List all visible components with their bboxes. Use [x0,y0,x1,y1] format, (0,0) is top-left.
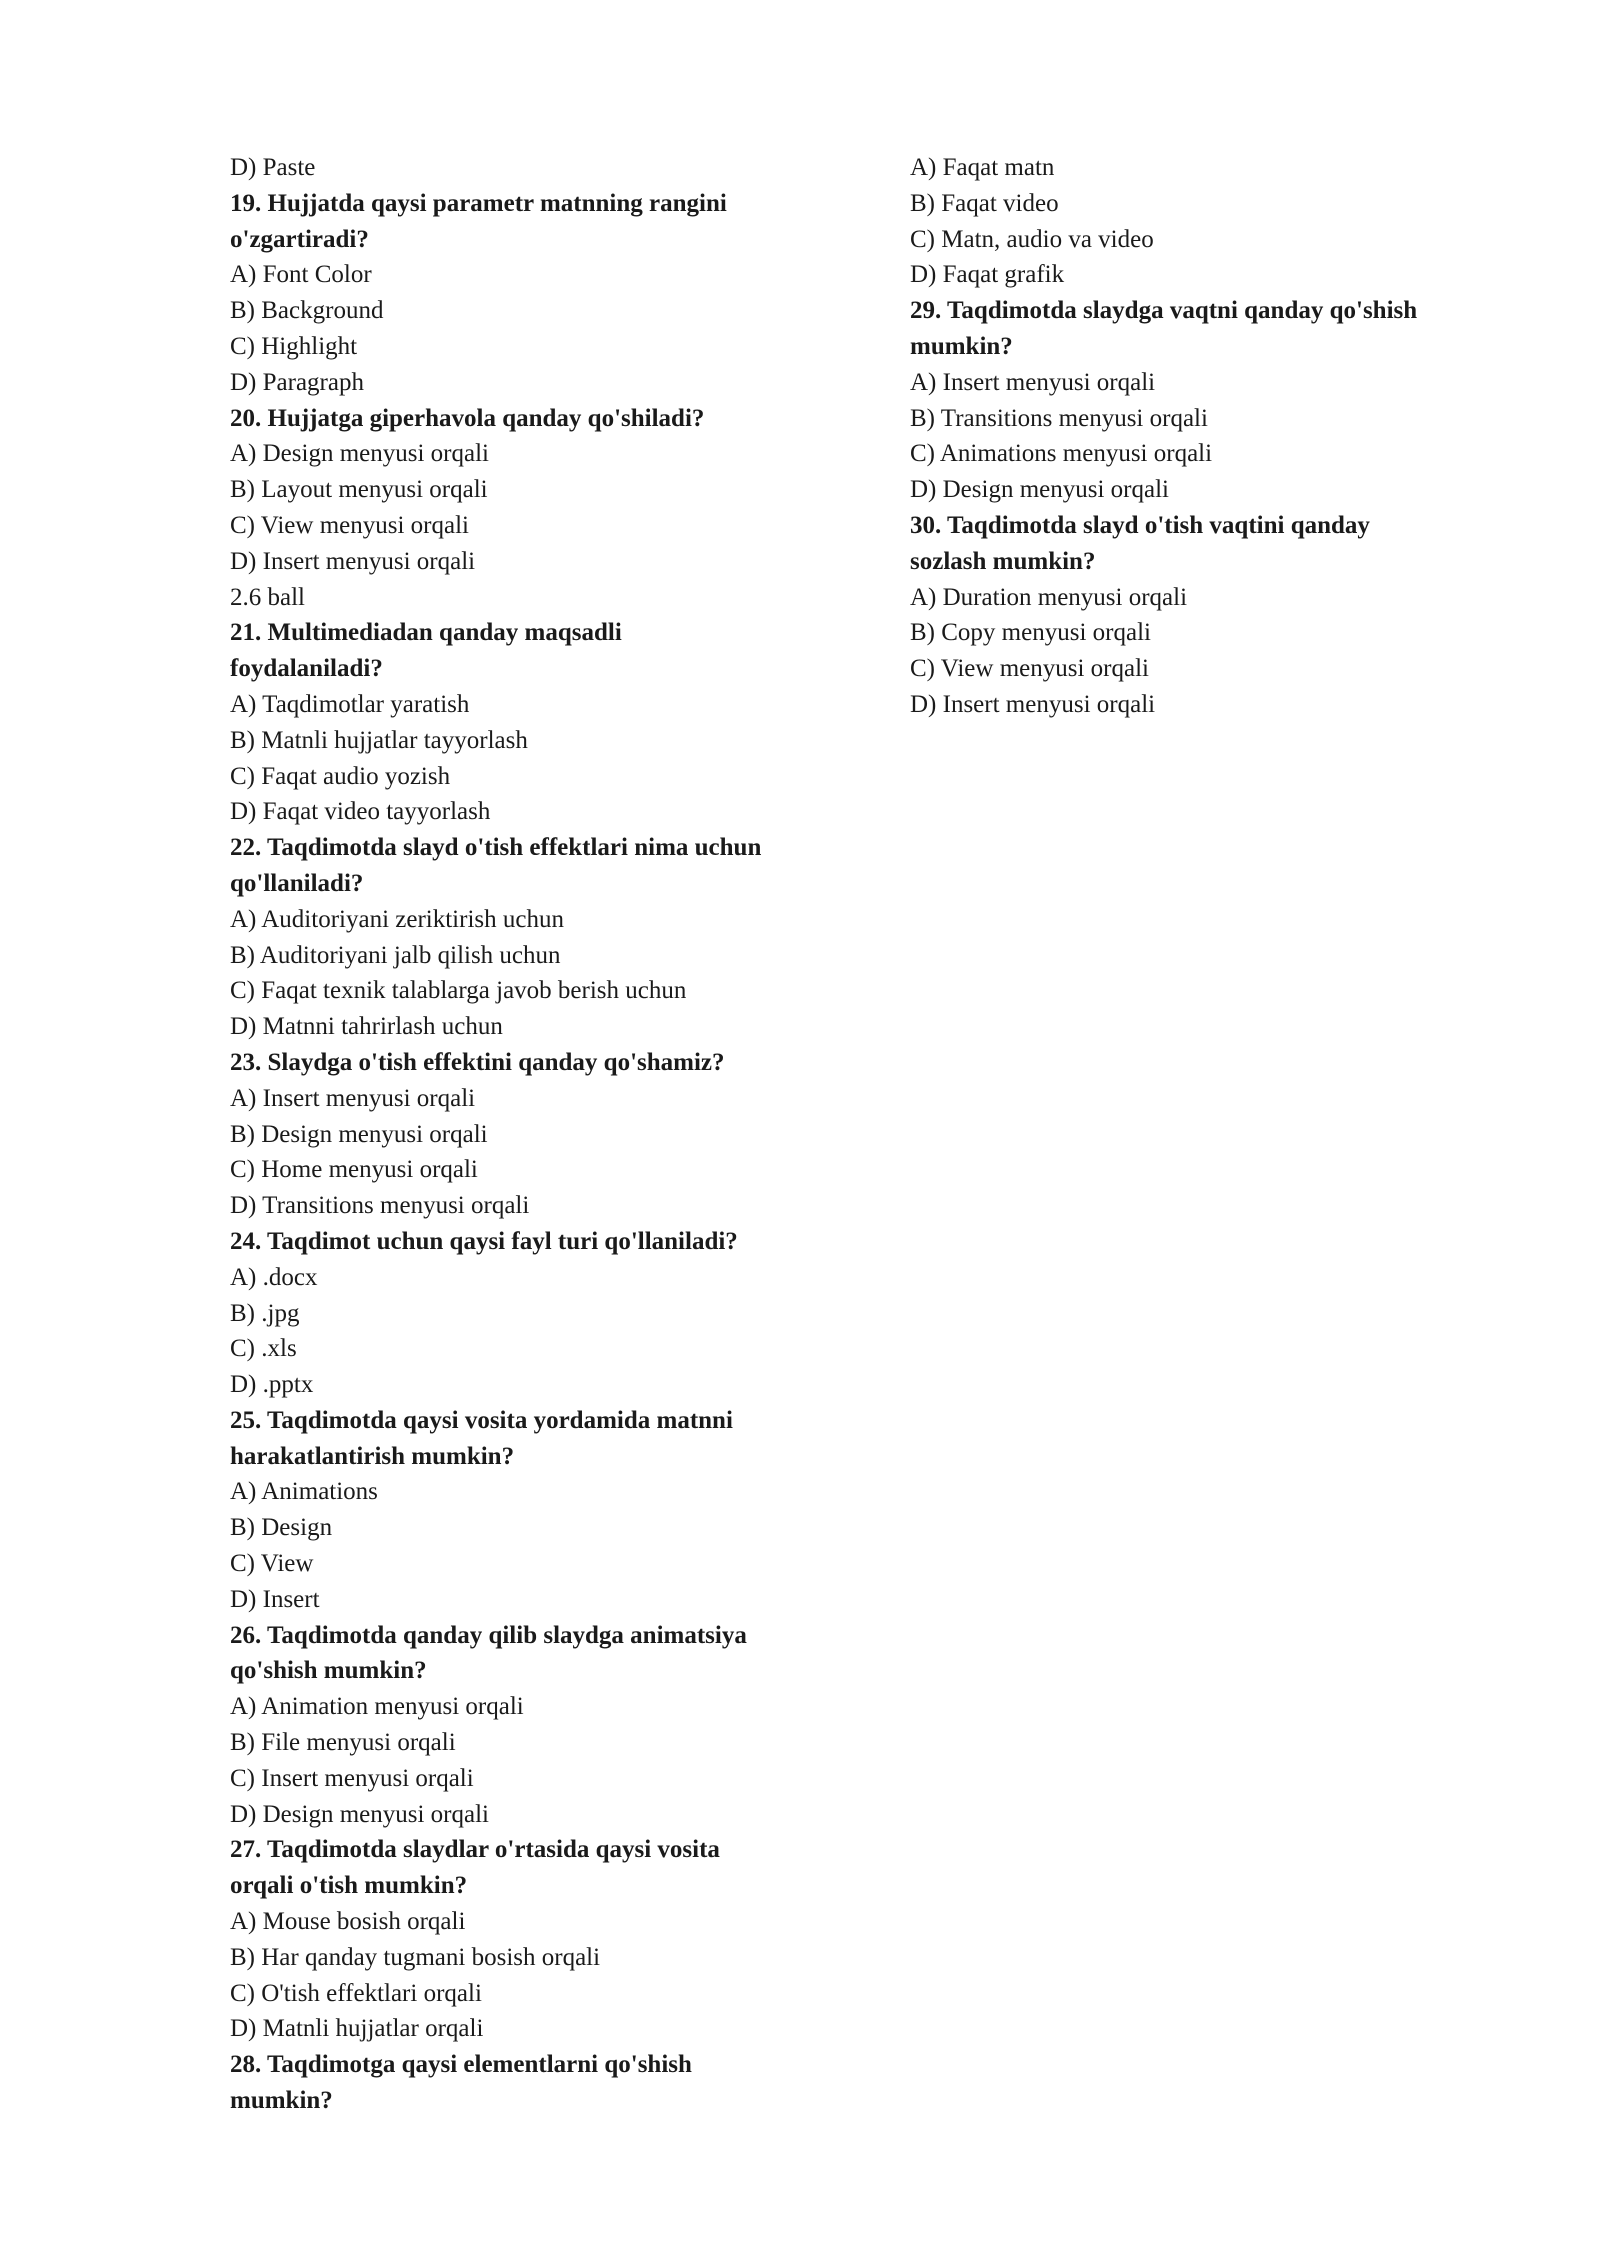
text-line: D) Paste [230,154,316,181]
question-text: mumkin? [910,332,1013,360]
left-column [230,150,830,2119]
text-line: D) Faqat video tayyorlash [230,798,491,826]
question-text: harakatlantirish mumkin? [230,1442,515,1470]
text-line: D) Transitions menyusi orqali [230,1192,530,1220]
text-line: C) View menyusi orqali [910,655,1149,683]
text-line: C) View menyusi orqali [230,511,469,539]
text-line: D) Matnni tahrirlash uchun [230,1013,503,1041]
question-text: qo'shish mumkin? [230,1657,427,1685]
text-line: D) .pptx [230,1371,314,1399]
text-line: C) O'tish effektlari orqali [230,1979,482,2007]
text-line: D) Insert menyusi orqali [230,547,476,575]
text-line: C) Matn, audio va video [910,225,1154,253]
text-line: B) Matnli hujjatlar tayyorlash [230,726,528,754]
question-text: 22. Taqdimotda slayd o'tish effektlari nima uchun [230,834,762,862]
text-line: A) Insert menyusi orqali [230,1084,476,1112]
text-line: B) Background [230,297,384,325]
text-line: B) Transitions menyusi orqali [910,404,1208,432]
text-line: B) Faqat video [910,189,1059,217]
question-text: 26. Taqdimotda qanday qilib slaydga animatsiya [230,1621,747,1649]
text-line: C) Faqat audio yozish [230,762,451,790]
question-text: 25. Taqdimotda qaysi vosita yordamida matnni [230,1406,733,1434]
question-text: 23. Slaydga o'tish effektini qanday qo'shamiz? [230,1048,725,1076]
text-line: C) Faqat texnik talablarga javob berish uchun [230,977,687,1005]
question-text: foydalaniladi? [230,655,383,683]
text-line: C) Animations menyusi orqali [910,440,1213,468]
text-line: B) Design menyusi orqali [230,1120,488,1148]
text-line: B) Layout menyusi orqali [230,476,488,504]
text-line: B) File menyusi orqali [230,1729,456,1757]
question-text: 27. Taqdimotda slaydlar o'rtasida qaysi vosita [230,1836,720,1864]
text-line: 2.6 ball [230,583,305,611]
text-line: A) Mouse bosish orqali [230,1908,466,1936]
question-text: 19. Hujjatda qaysi parametr matnning rangini [230,189,727,217]
text-line: A) Taqdimotlar yaratish [230,690,470,718]
text-line: D) Design menyusi orqali [230,1800,489,1828]
question-text: 30. Taqdimotda slayd o'tish vaqtini qanday [910,511,1370,539]
question-text: sozlash mumkin? [910,547,1096,575]
text-line: D) Faqat grafik [910,261,1065,289]
text-line: D) Design menyusi orqali [910,476,1169,504]
question-text: 24. Taqdimot uchun qaysi fayl turi qo'llaniladi? [230,1227,738,1255]
text-line: A) Duration menyusi orqali [910,583,1188,611]
text-line: D) Matnli hujjatlar orqali [230,2015,484,2043]
question-text: 20. Hujjatga giperhavola qanday qo'shiladi? [230,404,705,432]
text-line: A) Insert menyusi orqali [910,368,1156,396]
text-line: B) Copy menyusi orqali [910,619,1151,647]
text-line: C) Highlight [230,332,358,360]
text-line: C) View [230,1550,314,1578]
text-line: B) Auditoriyani jalb qilish uchun [230,941,561,969]
text-line: D) Insert [230,1585,320,1613]
text-line: C) .xls [230,1335,297,1363]
right-column [910,150,1510,723]
text-line: B) Design [230,1514,333,1542]
text-line: C) Insert menyusi orqali [230,1764,474,1792]
question-text: 29. Taqdimotda slaydga vaqtni qanday qo'shish [910,297,1418,325]
text-line: D) Insert menyusi orqali [910,690,1156,718]
text-line: C) Home menyusi orqali [230,1156,478,1184]
question-text: qo'llaniladi? [230,869,364,897]
question-text: orqali o'tish mumkin? [230,1872,468,1900]
text-line: A) Design menyusi orqali [230,440,489,468]
question-text: o'zgartiradi? [230,225,369,253]
text-line: D) Paragraph [230,368,364,396]
question-text: mumkin? [230,2087,333,2115]
question-text: 28. Taqdimotga qaysi elementlarni qo'shish [230,2051,692,2079]
question-text: 21. Multimediadan qanday maqsadli [230,619,622,647]
text-line: B) .jpg [230,1299,300,1327]
text-line: B) Har qanday tugmani bosish orqali [230,1943,601,1971]
text-line: A) Faqat matn [910,154,1055,181]
text-line: A) Animations [230,1478,378,1506]
text-line: A) Font Color [230,261,372,289]
text-line: A) Auditoriyani zeriktirish uchun [230,905,564,933]
text-line: A) Animation menyusi orqali [230,1693,524,1721]
text-line: A) .docx [230,1263,318,1291]
